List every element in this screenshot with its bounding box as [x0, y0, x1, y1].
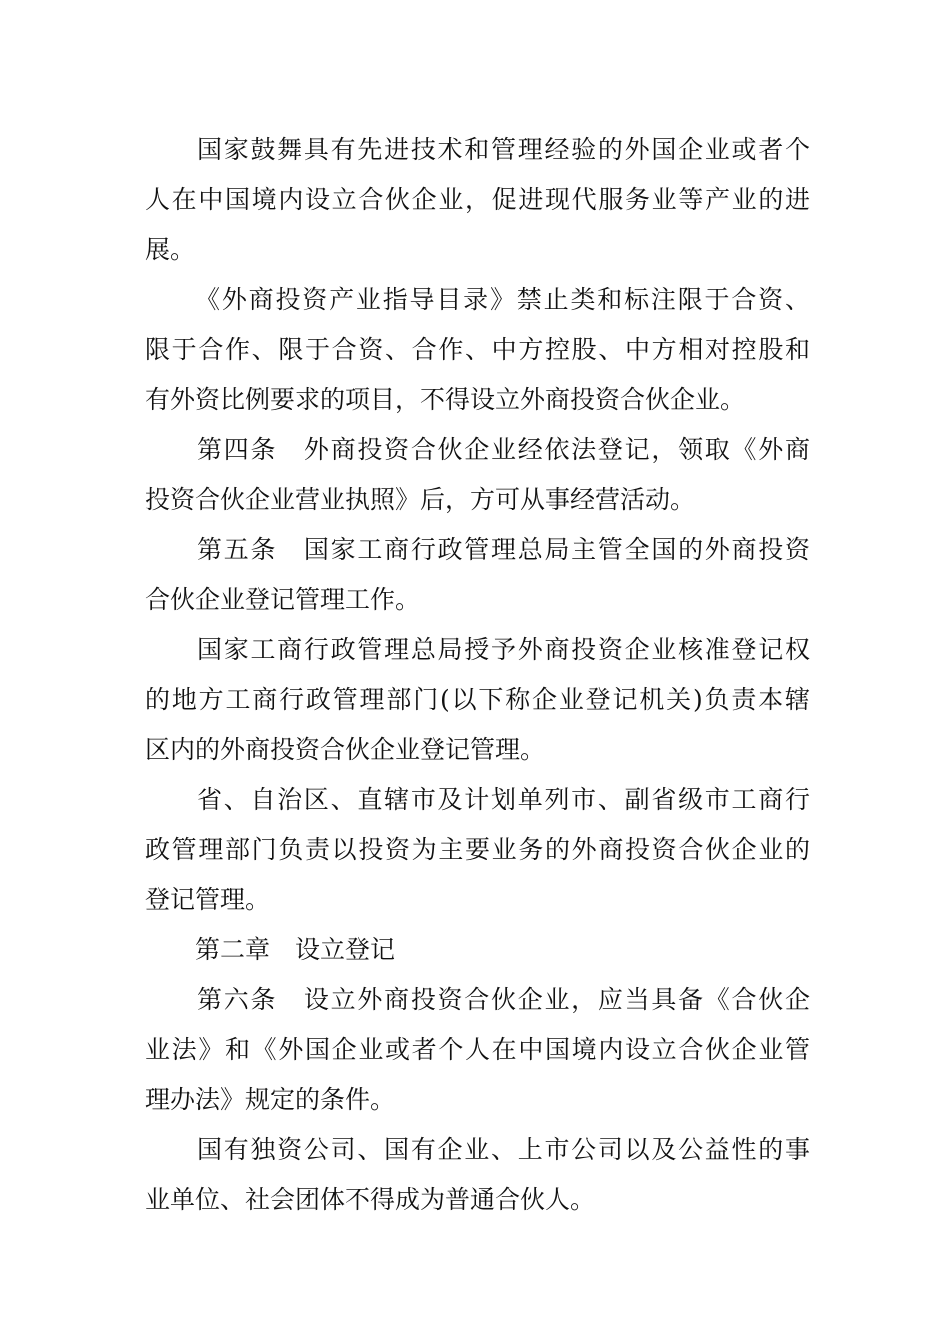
text-line: 业单位、社会团体不得成为普通合伙人。 [145, 1185, 596, 1214]
text-line: 政管理部门负责以投资为主要业务的外商投资合伙企业的 [145, 835, 810, 864]
text-line: 限于合作、限于合资、合作、中方控股、中方相对控股和 [145, 335, 810, 364]
text-line: 国有独资公司、国有企业、上市公司以及公益性的事 [197, 1135, 810, 1164]
text-line: 登记管理。 [145, 885, 271, 914]
article-line: 第六条 设立外商投资合伙企业，应当具备《合伙企 [197, 985, 810, 1014]
text-line: 理办法》规定的条件。 [145, 1085, 396, 1114]
text-line: 业法》和《外国企业或者个人在中国境内设立合伙企业管 [145, 1035, 810, 1064]
text-line: 的地方工商行政管理部门(以下称企业登记机关)负责本辖 [145, 685, 810, 714]
chapter-heading: 第二章 设立登记 [195, 935, 396, 964]
text-line: 人在中国境内设立合伙企业，促进现代服务业等产业的进 [145, 185, 810, 214]
text-line: 国家鼓舞具有先进技术和管理经验的外国企业或者个 [197, 135, 810, 164]
article-line: 第五条 国家工商行政管理总局主管全国的外商投资 [197, 535, 810, 564]
text-line: 展。 [145, 235, 196, 264]
text-line: 合伙企业登记管理工作。 [145, 585, 421, 614]
text-line: 投资合伙企业营业执照》后，方可从事经营活动。 [145, 485, 696, 514]
article-line: 第四条 外商投资合伙企业经依法登记，领取《外商 [197, 435, 810, 464]
text-line: 国家工商行政管理总局授予外商投资企业核准登记权 [197, 635, 810, 664]
text-line: 有外资比例要求的项目，不得设立外商投资合伙企业。 [145, 385, 746, 414]
document-body [145, 125, 810, 1225]
text-line: 《外商投资产业指导目录》禁止类和标注限于合资、 [195, 285, 810, 314]
text-line: 区内的外商投资合伙企业登记管理。 [145, 735, 546, 764]
text-line: 省、自治区、直辖市及计划单列市、副省级市工商行 [197, 785, 810, 814]
